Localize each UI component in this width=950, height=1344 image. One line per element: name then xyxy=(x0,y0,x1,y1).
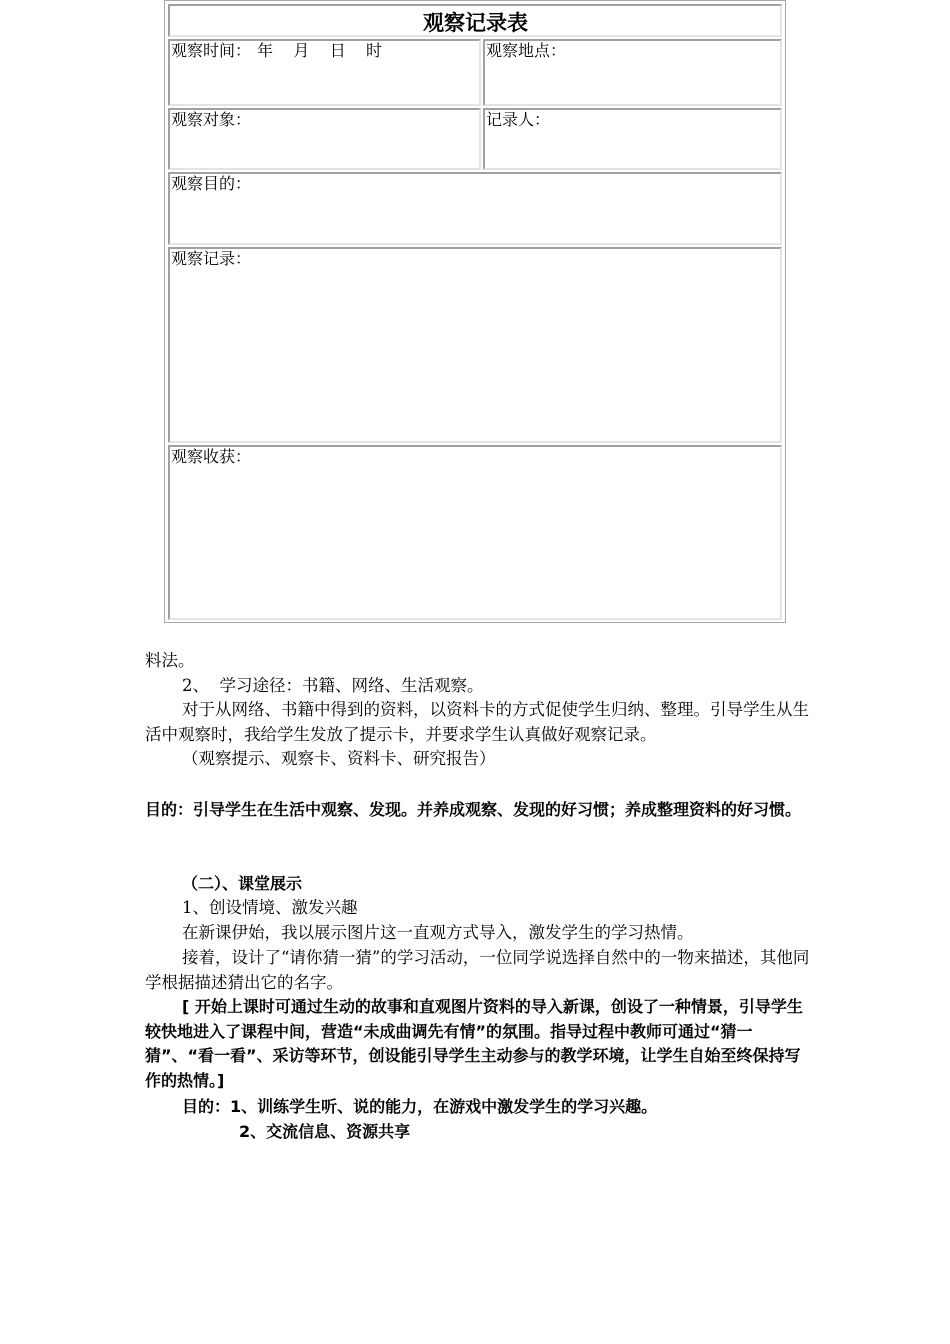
section-heading: （二）、课堂展示 xyxy=(182,874,303,893)
observation-time-cell xyxy=(168,39,481,106)
observation-record-table xyxy=(164,0,786,623)
paragraph-text: 1、创设情境、激发兴趣 xyxy=(182,898,358,917)
paragraph-text: 在新课伊始，我以展示图片这一直观方式导入，激发学生的学习热情。 xyxy=(182,923,694,942)
observation-record-label: 观察记录： xyxy=(171,249,252,268)
observation-place-cell xyxy=(483,39,782,106)
table-title: 观察记录表 xyxy=(168,4,782,37)
paragraph-text: （观察提示、观察卡、资料卡、研究报告） xyxy=(182,749,496,768)
paragraph-text: 对于从网络、书籍中得到的资料，以资料卡的方式促使学生归纳、整理。引导学生从生活中观察时，我给学生发放了提示卡，并要求学生认真做好观察记录。 xyxy=(145,700,809,744)
paragraph-purpose: 目的：1、训练学生听、说的能力，在游戏中激发学生的学习兴趣。 xyxy=(182,1097,658,1116)
observation-purpose-label: 观察目的： xyxy=(171,174,252,193)
observation-time-units: 年 月 日 时 xyxy=(257,41,383,60)
observation-object-label: 观察对象： xyxy=(171,110,252,129)
recorder-cell xyxy=(483,108,782,170)
observation-time-label: 观察时间： xyxy=(171,41,252,60)
observation-place-label: 观察地点： xyxy=(486,41,567,60)
observation-harvest-label: 观察收获： xyxy=(171,447,252,466)
recorder-label: 记录人： xyxy=(486,110,551,129)
observation-purpose-cell xyxy=(168,172,782,245)
paragraph-note: [ 开始上课时可通过生动的故事和直观图片资料的导入新课，创设了一种情景，引导学生较快地进入了课程中间，营造“未成曲调先有情”的氛围。指导过程中教师可通过“猜一猜”、“看一看”、采访等环节，创设能引导学生主动参与的教学环境，让学生自始至终保持写作的热情。] xyxy=(145,997,803,1090)
paragraph-text: 接着，设计了“请你猜一猜”的学习活动，一位同学说选择自然中的一物来描述，其他同学根据描述猜出它的名字。 xyxy=(145,948,810,992)
observation-record-cell xyxy=(168,247,782,443)
observation-object-cell xyxy=(168,108,481,170)
paragraph-purpose: 目的：引导学生在生活中观察、发现。并养成观察、发现的好习惯；养成整理资料的好习惯。 xyxy=(145,800,802,819)
observation-harvest-cell xyxy=(168,445,782,620)
paragraph-text: 2、 学习途径：书籍、网络、生活观察。 xyxy=(182,676,484,695)
paragraph-text: 料法。 xyxy=(145,651,195,670)
section-heading: 2、交流信息、资源共享 xyxy=(239,1122,411,1141)
